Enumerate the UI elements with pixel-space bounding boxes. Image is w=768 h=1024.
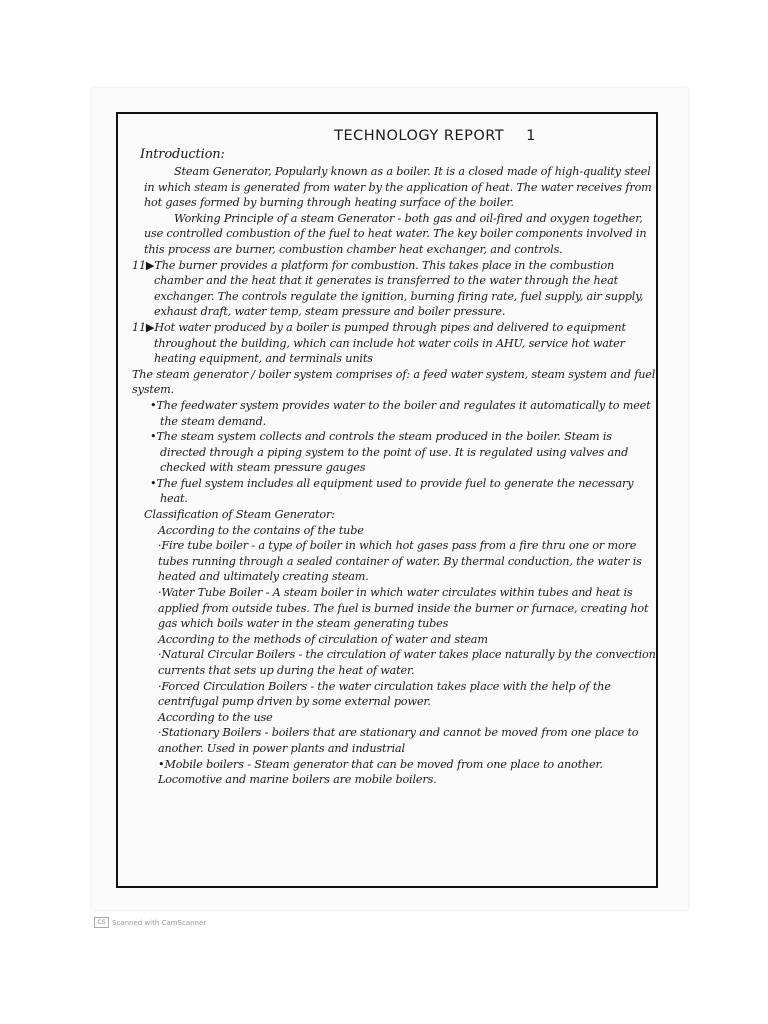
paragraph-steam-generator: Steam Generator, Popularly known as a boiler. It is a closed made of high-quality steel in which steam is generated from water by the application of heat. The water receives from hot gases formed by burning through heating surface of the boiler. <box>144 165 652 210</box>
scanner-watermark <box>94 917 206 928</box>
camscanner-logo-icon: CS <box>94 917 109 928</box>
bullet-forced-circulation: ·Forced Circulation Boilers - the water circulation takes place with the help of the centrifugal pump driven by some external power. <box>158 679 611 709</box>
report-body <box>132 126 658 788</box>
paragraph-system-components: The steam generator / boiler system comprises of: a feed water system, steam system and fuel system. <box>132 367 656 397</box>
subheading-use: According to the use <box>158 710 273 724</box>
subheading-circulation: According to the methods of circulation of water and steam <box>158 632 488 646</box>
scanner-watermark-text: Scanned with CamScanner <box>112 918 207 927</box>
paragraph-working-principle: Working Principle of a steam Generator - both gas and oil-fired and oxygen together, use controlled combustion of the fuel to heat water. The key boiler components involved in this process are burner, combustion chamber heat exchanger, and controls. <box>144 211 647 256</box>
subheading-tube-contents: According to the contains of the tube <box>158 523 364 537</box>
bullet-fire-tube: ·Fire tube boiler - a type of boiler in which hot gases pass from a fire thru one or more tubes running through a sealed container of water. By thermal conduction, the water is heated and ultimately creating steam. <box>158 539 642 584</box>
paragraph-burner: 11▶The burner provides a platform for combustion. This takes place in the combustion chamber and the heat that it generates is transferred to the water through the heat exchanger. The controls regulate the ignition, burning firing rate, fuel supply, air supply, exhaust draft, water temp, steam pressure and boiler pressure. <box>132 258 644 319</box>
paragraph-hot-water: 11▶Hot water produced by a boiler is pumped through pipes and delivered to equipment throughout the building, which can include hot water coils in AHU, service hot water heating equipment, and terminals units <box>132 320 626 366</box>
bullet-feedwater: •The feedwater system provides water to the boiler and regulates it automatically to meet the steam demand. <box>150 398 651 428</box>
bullet-stationary-boilers: ·Stationary Boilers - boilers that are stationary and cannot be moved from one place to another. Used in power plants and industrial <box>158 726 639 755</box>
bullet-mobile-boilers: •Mobile boilers - Steam generator that can be moved from one place to another. Locomotive and marine boilers are mobile boilers. <box>158 757 603 787</box>
bullet-steam-system: •The steam system collects and controls the steam produced in the boiler. Steam is directed through a piping system to the point of use. It is regulated using valves and checked with steam pressure gauges <box>150 430 629 475</box>
report-title-text: TECHNOLOGY REPORT <box>334 128 505 144</box>
introduction-heading: Introduction: <box>140 147 225 162</box>
bullet-natural-circulation: ·Natural Circular Boilers - the circulation of water takes place naturally by the convection currents that sets up during the heat of water. <box>158 648 656 677</box>
report-title <box>212 126 658 146</box>
bullet-water-tube: ·Water Tube Boiler - A steam boiler in which water circulates within tubes and heat is applied from outside tubes. The fuel is burned inside the burner or furnace, creating hot gas which boils water in the steam generating tubes <box>158 586 649 631</box>
report-number: 1 <box>526 128 536 144</box>
classification-heading: Classification of Steam Generator: <box>144 508 335 522</box>
bullet-fuel-system: •The fuel system includes all equipment used to provide fuel to generate the necessary heat. <box>150 476 634 506</box>
